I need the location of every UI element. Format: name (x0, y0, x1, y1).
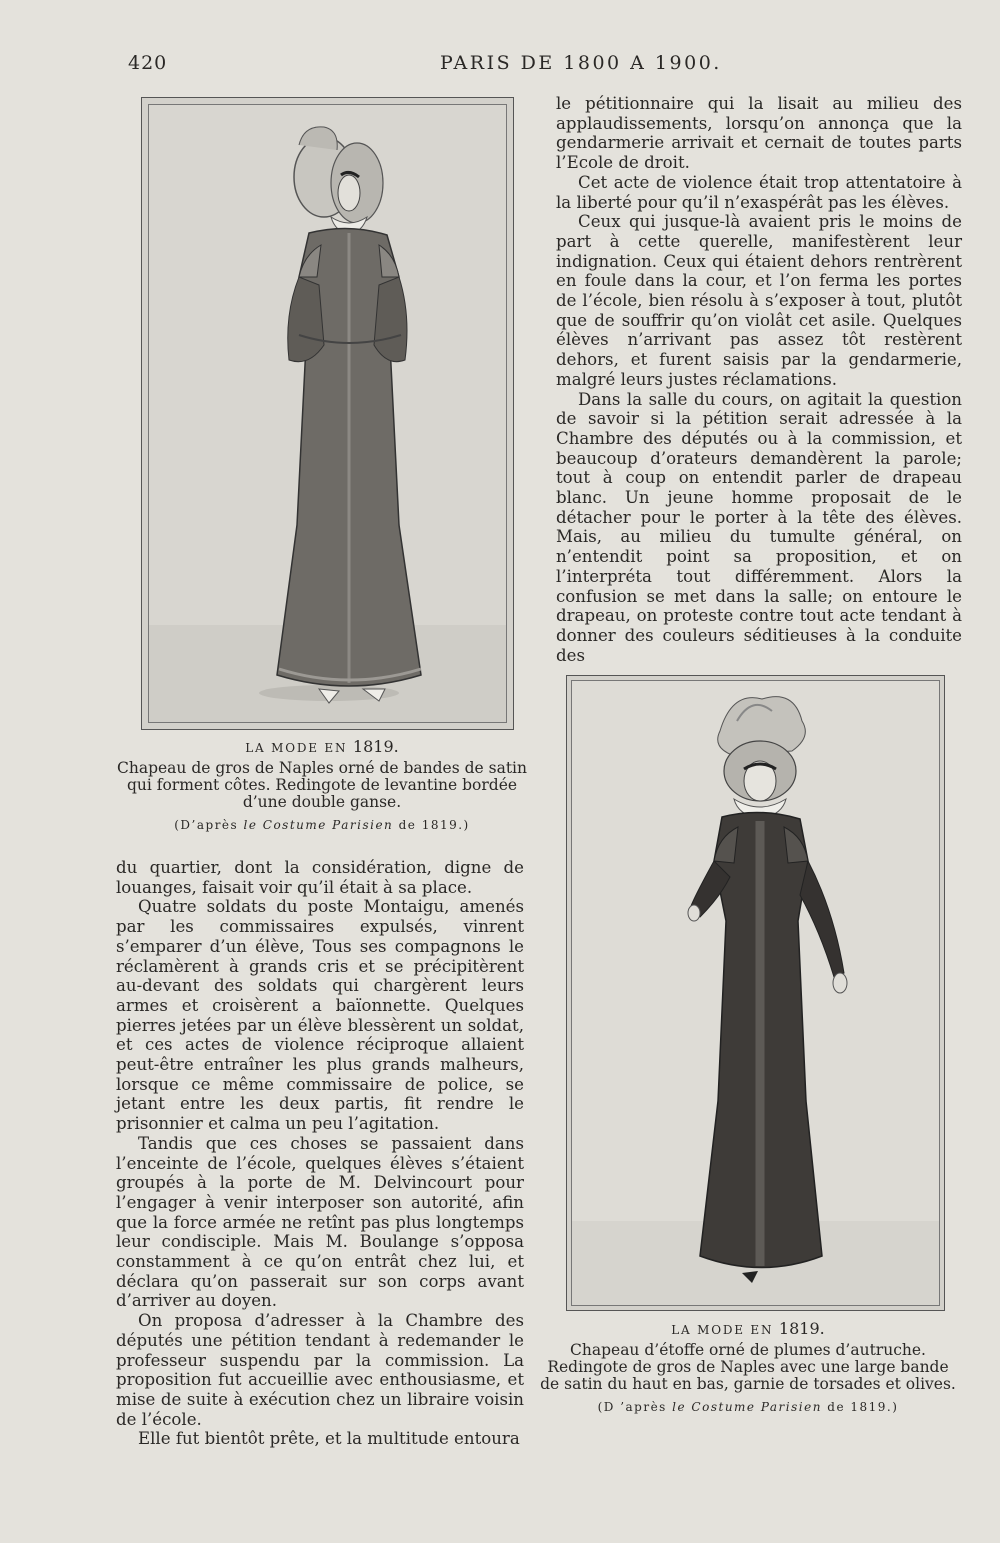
fashion-plate-1 (141, 97, 514, 730)
plate-frame (571, 680, 940, 1306)
caption-title-prefix: LA MODE EN (671, 1323, 774, 1337)
caption-year: 1819. (778, 1319, 825, 1338)
plate-frame (148, 104, 507, 723)
caption-title (116, 738, 528, 757)
caption-source-work: le Costume Parisien (243, 818, 394, 832)
caption-source (116, 817, 528, 834)
paragraph: On proposa d’adresser à la Chambre des députés une pétition tendant à redemander le professeur suspendu par la commission. La proposition fut accueillie avec enthousiasme, et mise de suite à exécution chez un libraire voisin de l’école. (116, 1311, 524, 1429)
figure-caption-1 (116, 738, 528, 834)
paragraph: le pétitionnaire qui la lisait au milieu des applaudissements, lorsqu’on annonça que la gendarmerie arrivait et cernait de toutes parts l’Ecole de droit. (556, 94, 962, 173)
caption-source-work: le Costume Parisien (672, 1400, 822, 1414)
paragraph: du quartier, dont la considération, digne de louanges, faisait voir qu’il était à sa place. (116, 858, 524, 897)
caption-source-prefix: (D’après (174, 818, 239, 832)
paragraph: Tandis que ces choses se passaient dans l’enceinte de l’école, quelques élèves s’étaient groupés à la porte de M. Delvincourt pour l’engager à venir interposer son autorité, afin que la force armée ne retînt pas plus longtemps leur condisciple. Mais M. Boulange s’opposa constamment à ce qu’on entrât chez lui, et déclara qu’on passerait sur son corps avant d’arriver au doyen. (116, 1133, 524, 1311)
caption-source (538, 1399, 958, 1416)
text-column-left (116, 858, 524, 1449)
caption-title (538, 1320, 958, 1339)
caption-title-prefix: LA MODE EN (245, 741, 348, 755)
page-header (0, 52, 1000, 82)
caption-description: Chapeau de gros de Naples orné de bandes de satin qui forment côtes. Redingote de levantine bordée d’une double ganse. (116, 759, 527, 811)
woman-in-redingote-illustration (149, 105, 506, 722)
caption-year: 1819. (352, 737, 399, 756)
caption-source-suffix: de 1819.) (827, 1400, 899, 1414)
paragraph: Ceux qui jusque-là avaient pris le moins de part à cette querelle, manifestèrent leur indignation. Ceux qui étaient dehors rentrèrent en foule dans la cour, et l’on ferma les portes de l’école, bien résolu à s’exposer à tout, plutôt que de souffrir qu’on violât cet asile. Quelques élèves n’arrivant pas assez tôt restèrent dehors, et furent saisis par la gendarmerie, malgré leurs justes réclamations. (556, 212, 962, 389)
caption-description: Chapeau d’étoffe orné de plumes d’autruche. Redingote de gros de Naples avec une large bande de satin du haut en bas, garnie de torsades et olives. (540, 1341, 956, 1393)
fashion-plate-2 (566, 675, 945, 1311)
caption-source-suffix: de 1819.) (398, 818, 470, 832)
paragraph: Cet acte de violence était trop attentatoire à la liberté pour qu’il n’exaspérât pas les élèves. (556, 172, 962, 212)
woman-with-plumed-hat-illustration (572, 681, 939, 1305)
paragraph: Quatre soldats du poste Montaigu, amenés par les commissaires expulsés, vinrent s’emparer d’un élève, Tous ses compagnons le réclamèrent à grands cris et se précipitèrent au-devant des soldats qui chargèrent leurs armes et croisèrent a baïonnette. Quelques pierres jetées par un élève blessèrent un soldat, et ces actes de violence réciproque allaient peut-être entraîner les plus grands malheurs, lorsque ce même commissaire de police, se jetant entre les deux partis, fit rendre le prisonnier et calma un peu l’agitation. (116, 897, 524, 1134)
paragraph: Elle fut bientôt prête, et la multitude entoura (138, 1429, 520, 1449)
running-title: PARIS DE 1800 A 1900. (440, 52, 722, 74)
text-column-right (556, 94, 962, 665)
page-number: 420 (128, 52, 168, 74)
paragraph: Dans la salle du cours, on agitait la question de savoir si la pétition serait adressée à la Chambre des députés ou à la commission, et beaucoup d’orateurs demandèrent la parole; tout à coup on entendit parler de drapeau blanc. Un jeune homme proposait de le détacher pour le porter à la tête des élèves. Mais, au milieu du tumulte général, on n’entendit point sa proposition, et on l’interpréta tout différemment. Alors la confusion se met dans la salle; on entoure le drapeau, on proteste contre tout acte tendant à donner des couleurs séditieuses à la conduite des (556, 389, 962, 665)
caption-source-prefix: (D ’après (597, 1400, 667, 1414)
figure-caption-2 (538, 1320, 958, 1416)
